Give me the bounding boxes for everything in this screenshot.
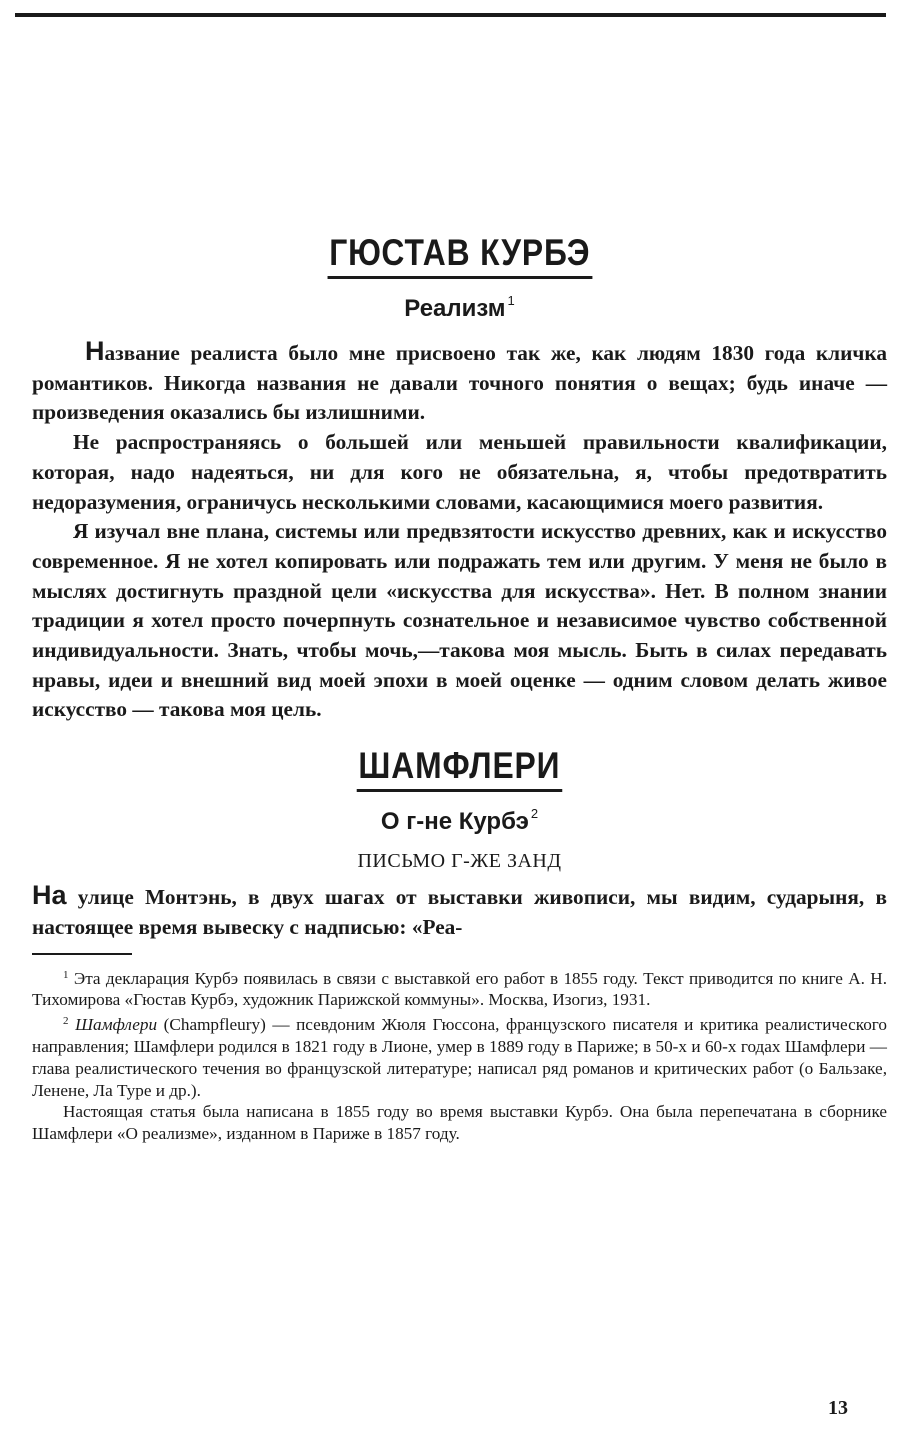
- page-content: [32, 232, 887, 1145]
- section-title-courbet: ГЮСТАВ КУРБЭ: [32, 232, 887, 279]
- section-title-champfleury: ШАМФЛЕРИ: [32, 745, 887, 792]
- footnote-1: $^1$ Эта декларация Курбэ появилась в связи с выставкой его работ в 1855 году. Текст приводится по книге А. Н. Тихомирова «Гюстав Курбэ, художник Парижской коммуны». Москва, Изогиз, 1931.: [32, 968, 887, 1010]
- paragraph-letter: На улице Монтэнь, в двух шагах от выставки живописи, мы видим, сударыня, в настоящее время вывеску с надписью: «Реа-: [32, 880, 887, 939]
- footnote-ref-2: 2: [530, 806, 539, 822]
- subtitle-realism: Реализм $^1$: [404, 293, 515, 322]
- footnote-2-continued: Настоящая статья была написана в 1855 году во время выставки Курбэ. Она была перепечатана в сборнике Шамфлери «О реализме», изданном в Париже в 1857 году.: [32, 1102, 887, 1144]
- footnote-rule: [32, 953, 132, 955]
- page-number: 13: [828, 1397, 848, 1419]
- footnote-2: $^2$ Шамфлери (Champfleury) — псевдоним Жюля Гюссона, французского писателя и критика реалистического направления; Шамфлери родился в 1821 году в Лионе, умер в 1889 году в Париже; в 50-х и 60-х годах Шамфлери — глава реалистического течения во французской литературе; написал ряд романов и критических работ (о Бальзаке, Ленене, Ла Туре и др.).: [32, 1015, 888, 1100]
- initial-letter: На: [32, 880, 67, 911]
- subtitle-on-courbet: О г-не Курбэ $^2$: [380, 806, 539, 836]
- paragraph-3: Я изучал вне плана, системы или предвзятости искусство древних, как и искусство современное. Я не хотел копировать или подражать тем или другим. У меня не было в мыслях достигнуть праздной цели «искусства для искусства». Нет. В полном знании традиции я хотел просто почерпнуть сознательное и независимое чувство собственной индивидуальности. Знать, чтобы мочь,—такова моя мысль. Быть в силах передавать нравы, идеи и внешний вид моей эпохи в моей оценке — одним словом делать живое искусство — такова моя цель.: [32, 519, 887, 722]
- paragraph-1: Название реалиста было мне присвоено так же, как людям 1830 года кличка романтиков. Никогда названия не давали точного понятия о вещах; будь иначе — произведения оказались бы излишними.: [32, 336, 887, 425]
- paragraph-2: Не распространяясь о большей или меньшей правильности квалификации, которая, надо надеяться, ни для кого не обязательна, я, чтобы предотвратить недоразумения, ограничусь несколькими словами, касающимися моего развития.: [32, 430, 887, 514]
- initial-letter: Н: [85, 336, 105, 366]
- letter-heading: ПИСЬМО Г-ЖЕ ЗАНД: [357, 850, 562, 873]
- top-rule: [15, 13, 886, 17]
- footnote-ref-1: 1: [507, 293, 515, 308]
